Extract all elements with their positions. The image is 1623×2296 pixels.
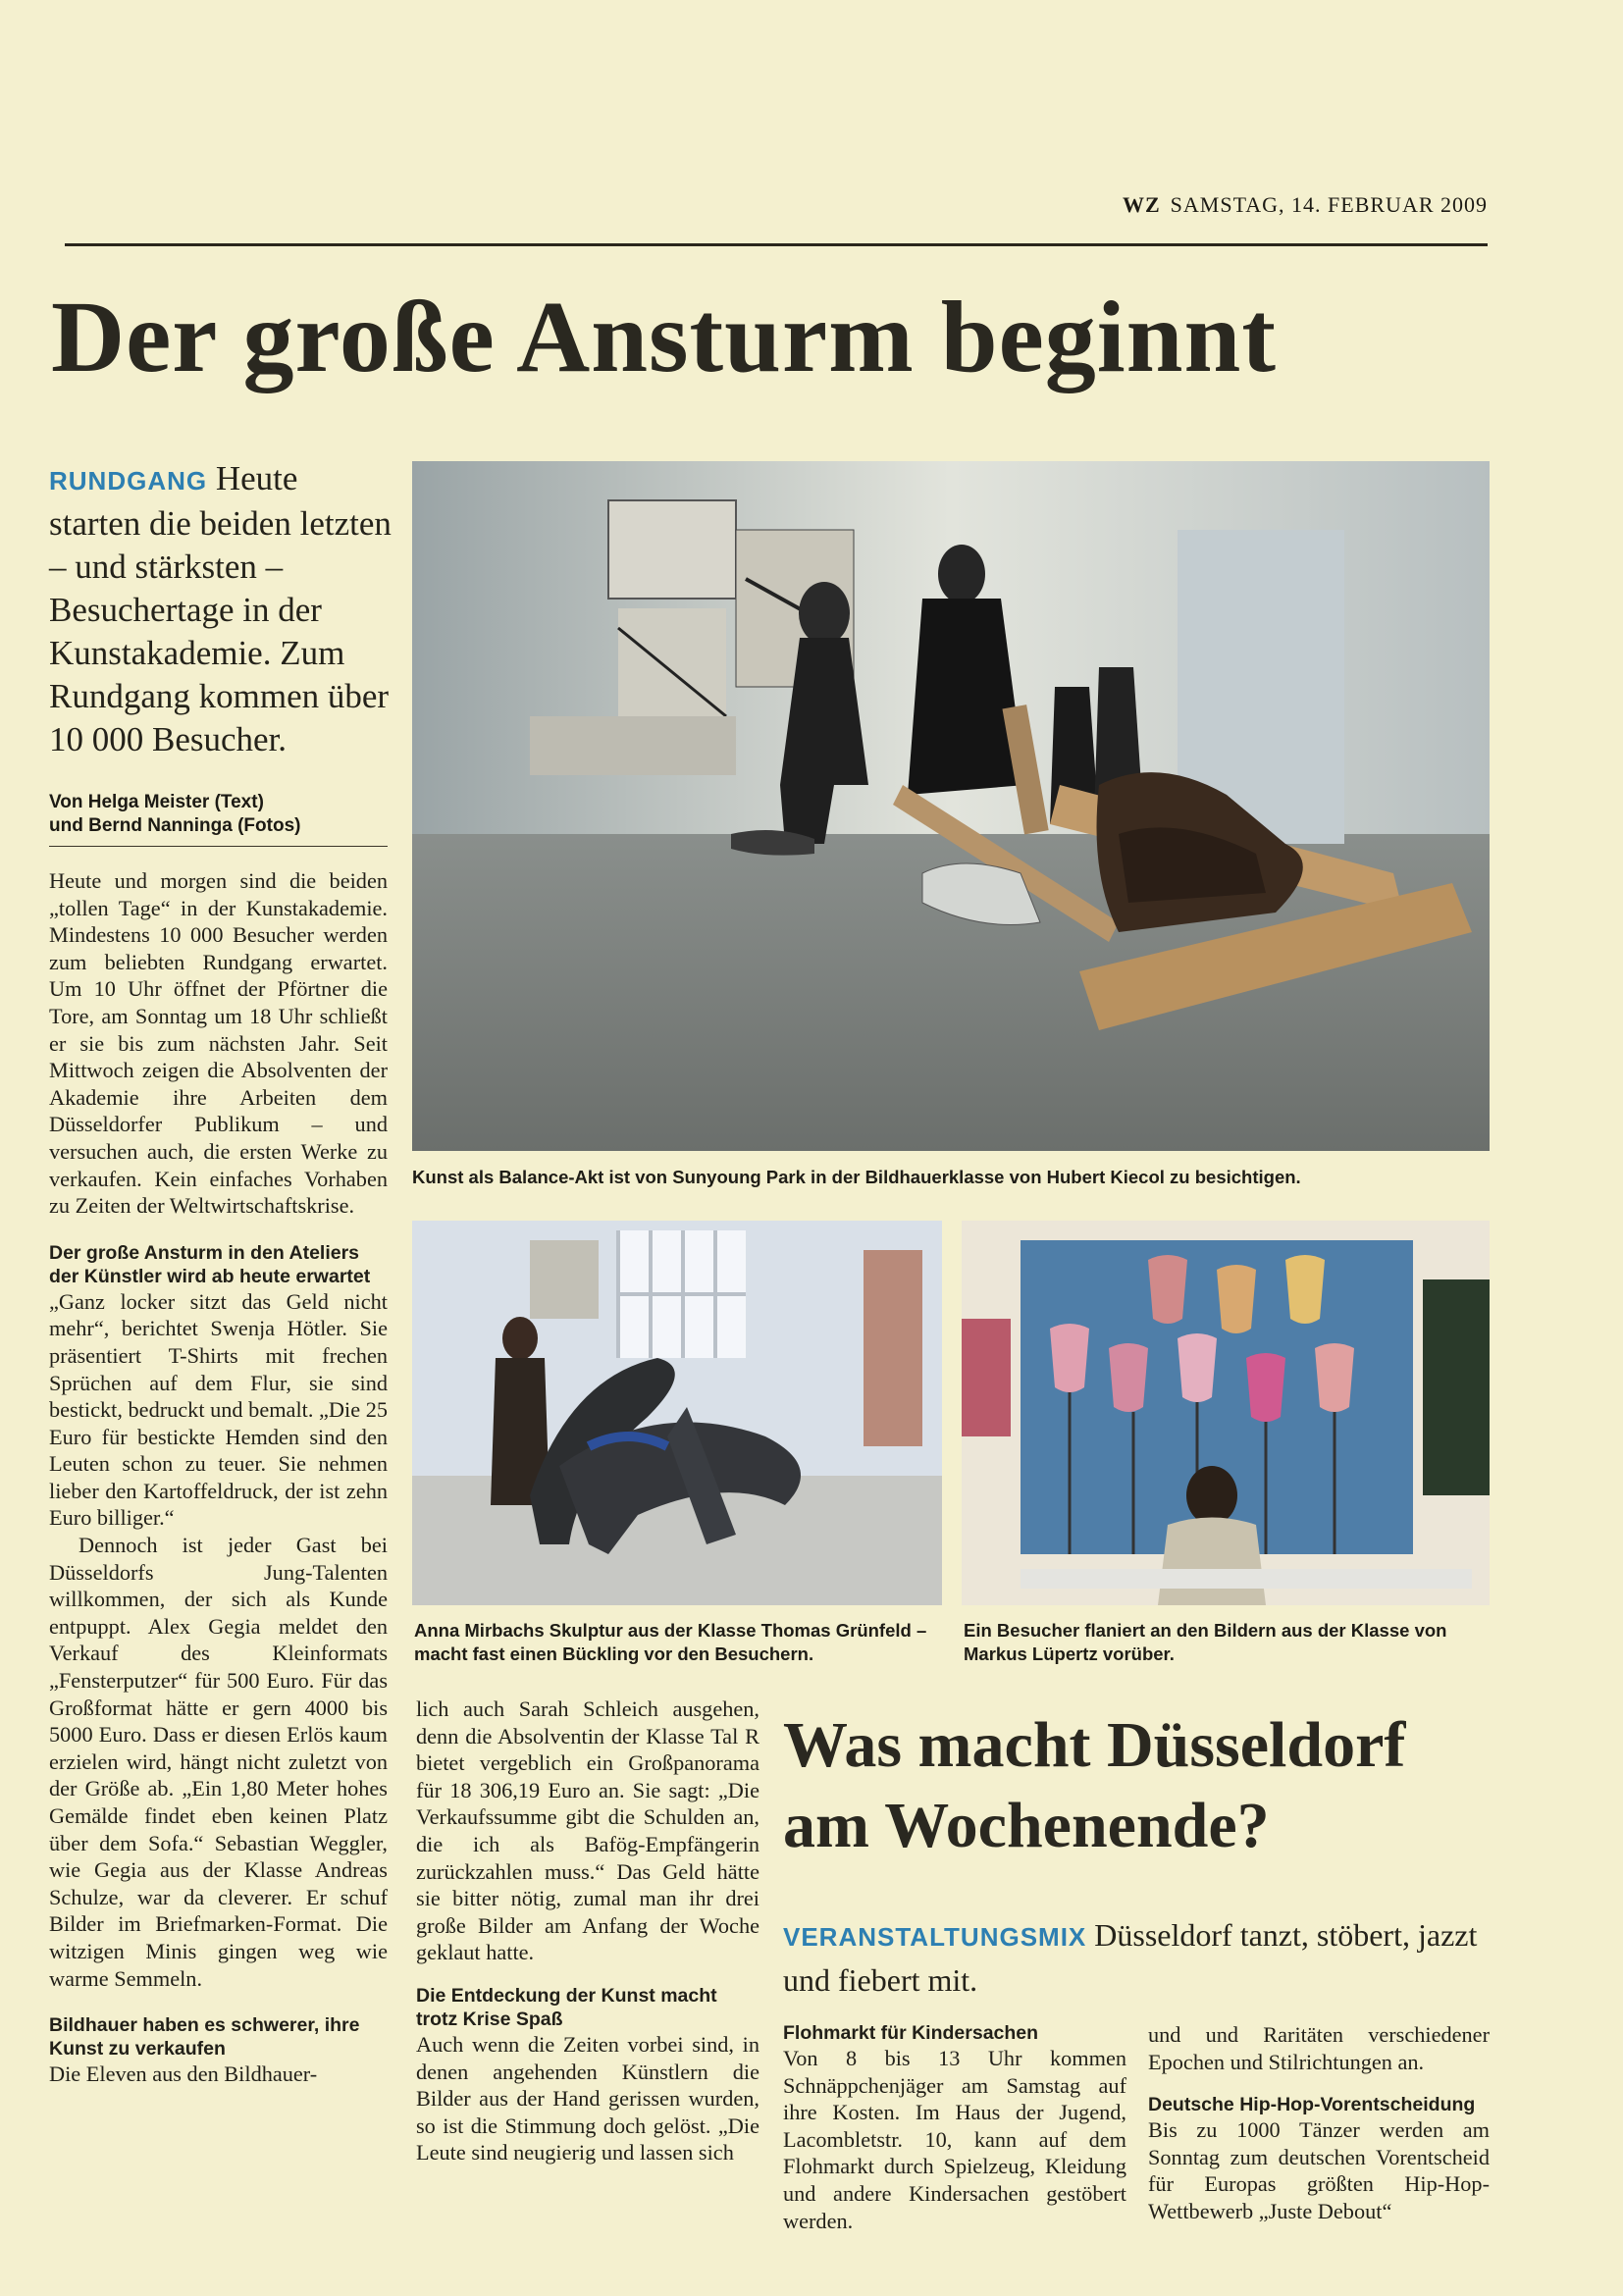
subheading: Flohmarkt für Kindersachen xyxy=(783,2022,1039,2044)
lede-kicker: RUNDGANG xyxy=(49,466,208,496)
paragraph: Heute und morgen sind die beiden „tollen Tage“ in der Kunstakademie. Mindestens 10 000 Besucher werden zum beliebten Rundgang erwartet. Um 10 Uhr öffnet der Pförtner die Tore, am Sonntag um 18 Uhr schließt er sie bis zum nächsten Jahr. Seit Mittwoch zeigen die Absolventen der Akademie ihre Arbeiten dem Düsseldorfer Publikum – und versuchen auch, die ersten Werke zu verkaufen. Kein einfaches Vorhaben zu Zeiten der Weltwirtschaftskrise. xyxy=(49,868,388,1219)
article-column-2 xyxy=(416,1696,759,2166)
photo-visitor-luepertz xyxy=(962,1221,1490,1605)
photo-sculpture-balance-image xyxy=(412,461,1490,1151)
paragraph: Von 8 bis 13 Uhr kommen Schnäppchenjäger am Samstag auf ihre Kosten. Im Haus der Jugend, Lacombletstr. 10, kann auf dem Flohmarkt durch Spielzeug, Kleidung und andere Kindersachen gestöbert werden. xyxy=(783,2046,1126,2233)
masthead xyxy=(65,192,1488,218)
paragraph: Die Eleven aus den Bildhauer- xyxy=(49,2061,318,2087)
article2-column-1 xyxy=(783,2021,1126,2234)
photo-sculpture-mirbach-image xyxy=(412,1221,942,1605)
paragraph: Auch wenn die Zeiten vorbei sind, in denen angehenden Künstlern die Bilder aus der Hand gerissen wurden, so ist die Stimmung doch gelöst. „Die Leute sind neugierig und lassen sich xyxy=(416,2031,759,2166)
paragraph: lich auch Sarah Schleich ausgehen, denn die Absolventin der Klasse Tal R bietet vergeblich ein Großpanorama für 18 306,19 Euro an. Sie sagt: „Die Verkaufssumme gibt die Schulden an, die ich als Bafög-Empfängerin zurückzahlen muss.“ Das Geld hätte sie bitter nötig, zumal man ihr drei große Bilder am Anfang der Woche geklaut hatte. xyxy=(416,1696,759,1965)
article2-kicker: VERANSTALTUNGSMIX xyxy=(783,1922,1087,1952)
caption-right: Ein Besucher flaniert an den Bildern aus der Klasse von Markus Lüpertz vorüber. xyxy=(964,1620,1447,1664)
subheading: Die Entdeckung der Kunst macht trotz Krise Spaß xyxy=(416,1984,717,2030)
article2-column-2 xyxy=(1148,2021,1490,2225)
subheading: Deutsche Hip-Hop-Vorentscheidung xyxy=(1148,2094,1476,2116)
byline xyxy=(49,791,388,847)
lede-text: Heute starten die beiden letzten – und stärksten – Besuchertage in der Kunstakademie. Zum Rundgang kommen über 10 000 Besucher. xyxy=(49,459,392,758)
article2-subtitle-text: Düsseldorf tanzt, stöbert, jazzt und fiebert mit. xyxy=(783,1917,1478,1998)
caption-main: Kunst als Balance-Akt ist von Sunyoung Park in der Bildhauerklasse von Hubert Kiecol zu besichtigen. xyxy=(412,1167,1301,1187)
caption-left: Anna Mirbachs Skulptur aus der Klasse Thomas Grünfeld – macht fast einen Bückling vor den Besuchern. xyxy=(414,1620,927,1664)
article-headline: Der große Ansturm beginnt xyxy=(51,281,1277,393)
photo-visitor-luepertz-image xyxy=(962,1221,1490,1605)
article-lede xyxy=(49,457,393,761)
header-rule xyxy=(65,243,1488,246)
subheading: Der große Ansturm in den Ateliers der Künstler wird ab heute erwartet xyxy=(49,1241,371,1287)
paragraph: Bis zu 1000 Tänzer werden am Sonntag zum deutschen Vorentscheid für Europas größten Hip-Hop-Wettbewerb „Juste Debout“ xyxy=(1148,2117,1490,2223)
paragraph: „Ganz locker sitzt das Geld nicht mehr“, berichtet Swenja Hötler. Sie präsentiert T-Shirts mit frechen Sprüchen auf dem Flur, sie sind bestickt, bedruckt und bemalt. „Die 25 Euro für bestickte Hemden sind den Leuten schon zu teuer. Sie nehmen lieber den Kartoffeldruck, der ist zehn Euro billiger.“ xyxy=(49,1288,388,1531)
article2-headline: Was macht Düsseldorf am Wochenende? xyxy=(783,1709,1406,1861)
paper-name: WZ xyxy=(1122,192,1161,217)
article-column-1 xyxy=(49,867,388,2088)
article2-subtitle xyxy=(783,1913,1490,2002)
photo-sculpture-mirbach xyxy=(412,1221,942,1605)
byline-photo-author: und Bernd Nanninga (Fotos) xyxy=(49,815,301,836)
subheading: Bildhauer haben es schwerer, ihre Kunst zu verkaufen xyxy=(49,2014,360,2061)
byline-text-author: Von Helga Meister (Text) xyxy=(49,792,264,812)
photo-sculpture-balance xyxy=(412,461,1490,1151)
paragraph: und und Raritäten verschiedener Epochen und Stilrichtungen an. xyxy=(1148,2022,1490,2074)
issue-date: SAMSTAG, 14. FEBRUAR 2009 xyxy=(1170,192,1488,217)
paragraph: Dennoch ist jeder Gast bei Düsseldorfs Jung-Talenten willkommen, der sich als Kunde entpuppt. Alex Gegia meldet den Verkauf des Kleinformats „Fensterputzer“ für 500 Euro. Für das Großformat hätte er gern 4000 bis 5000 Euro. Dass er diesen Erlös kaum erzielen wird, hängt nicht zuletzt von der Größe ab. „Ein 1,80 Meter hohes Gemälde findet eben keinen Platz über dem Sofa.“ Sebastian Weggler, wie Gegia aus der Klasse Andreas Schulze, war da cleverer. Er schuf Bilder im Briefmarken-Format. Die witzigen Minis gingen weg wie warme Semmeln. xyxy=(49,1533,388,1991)
